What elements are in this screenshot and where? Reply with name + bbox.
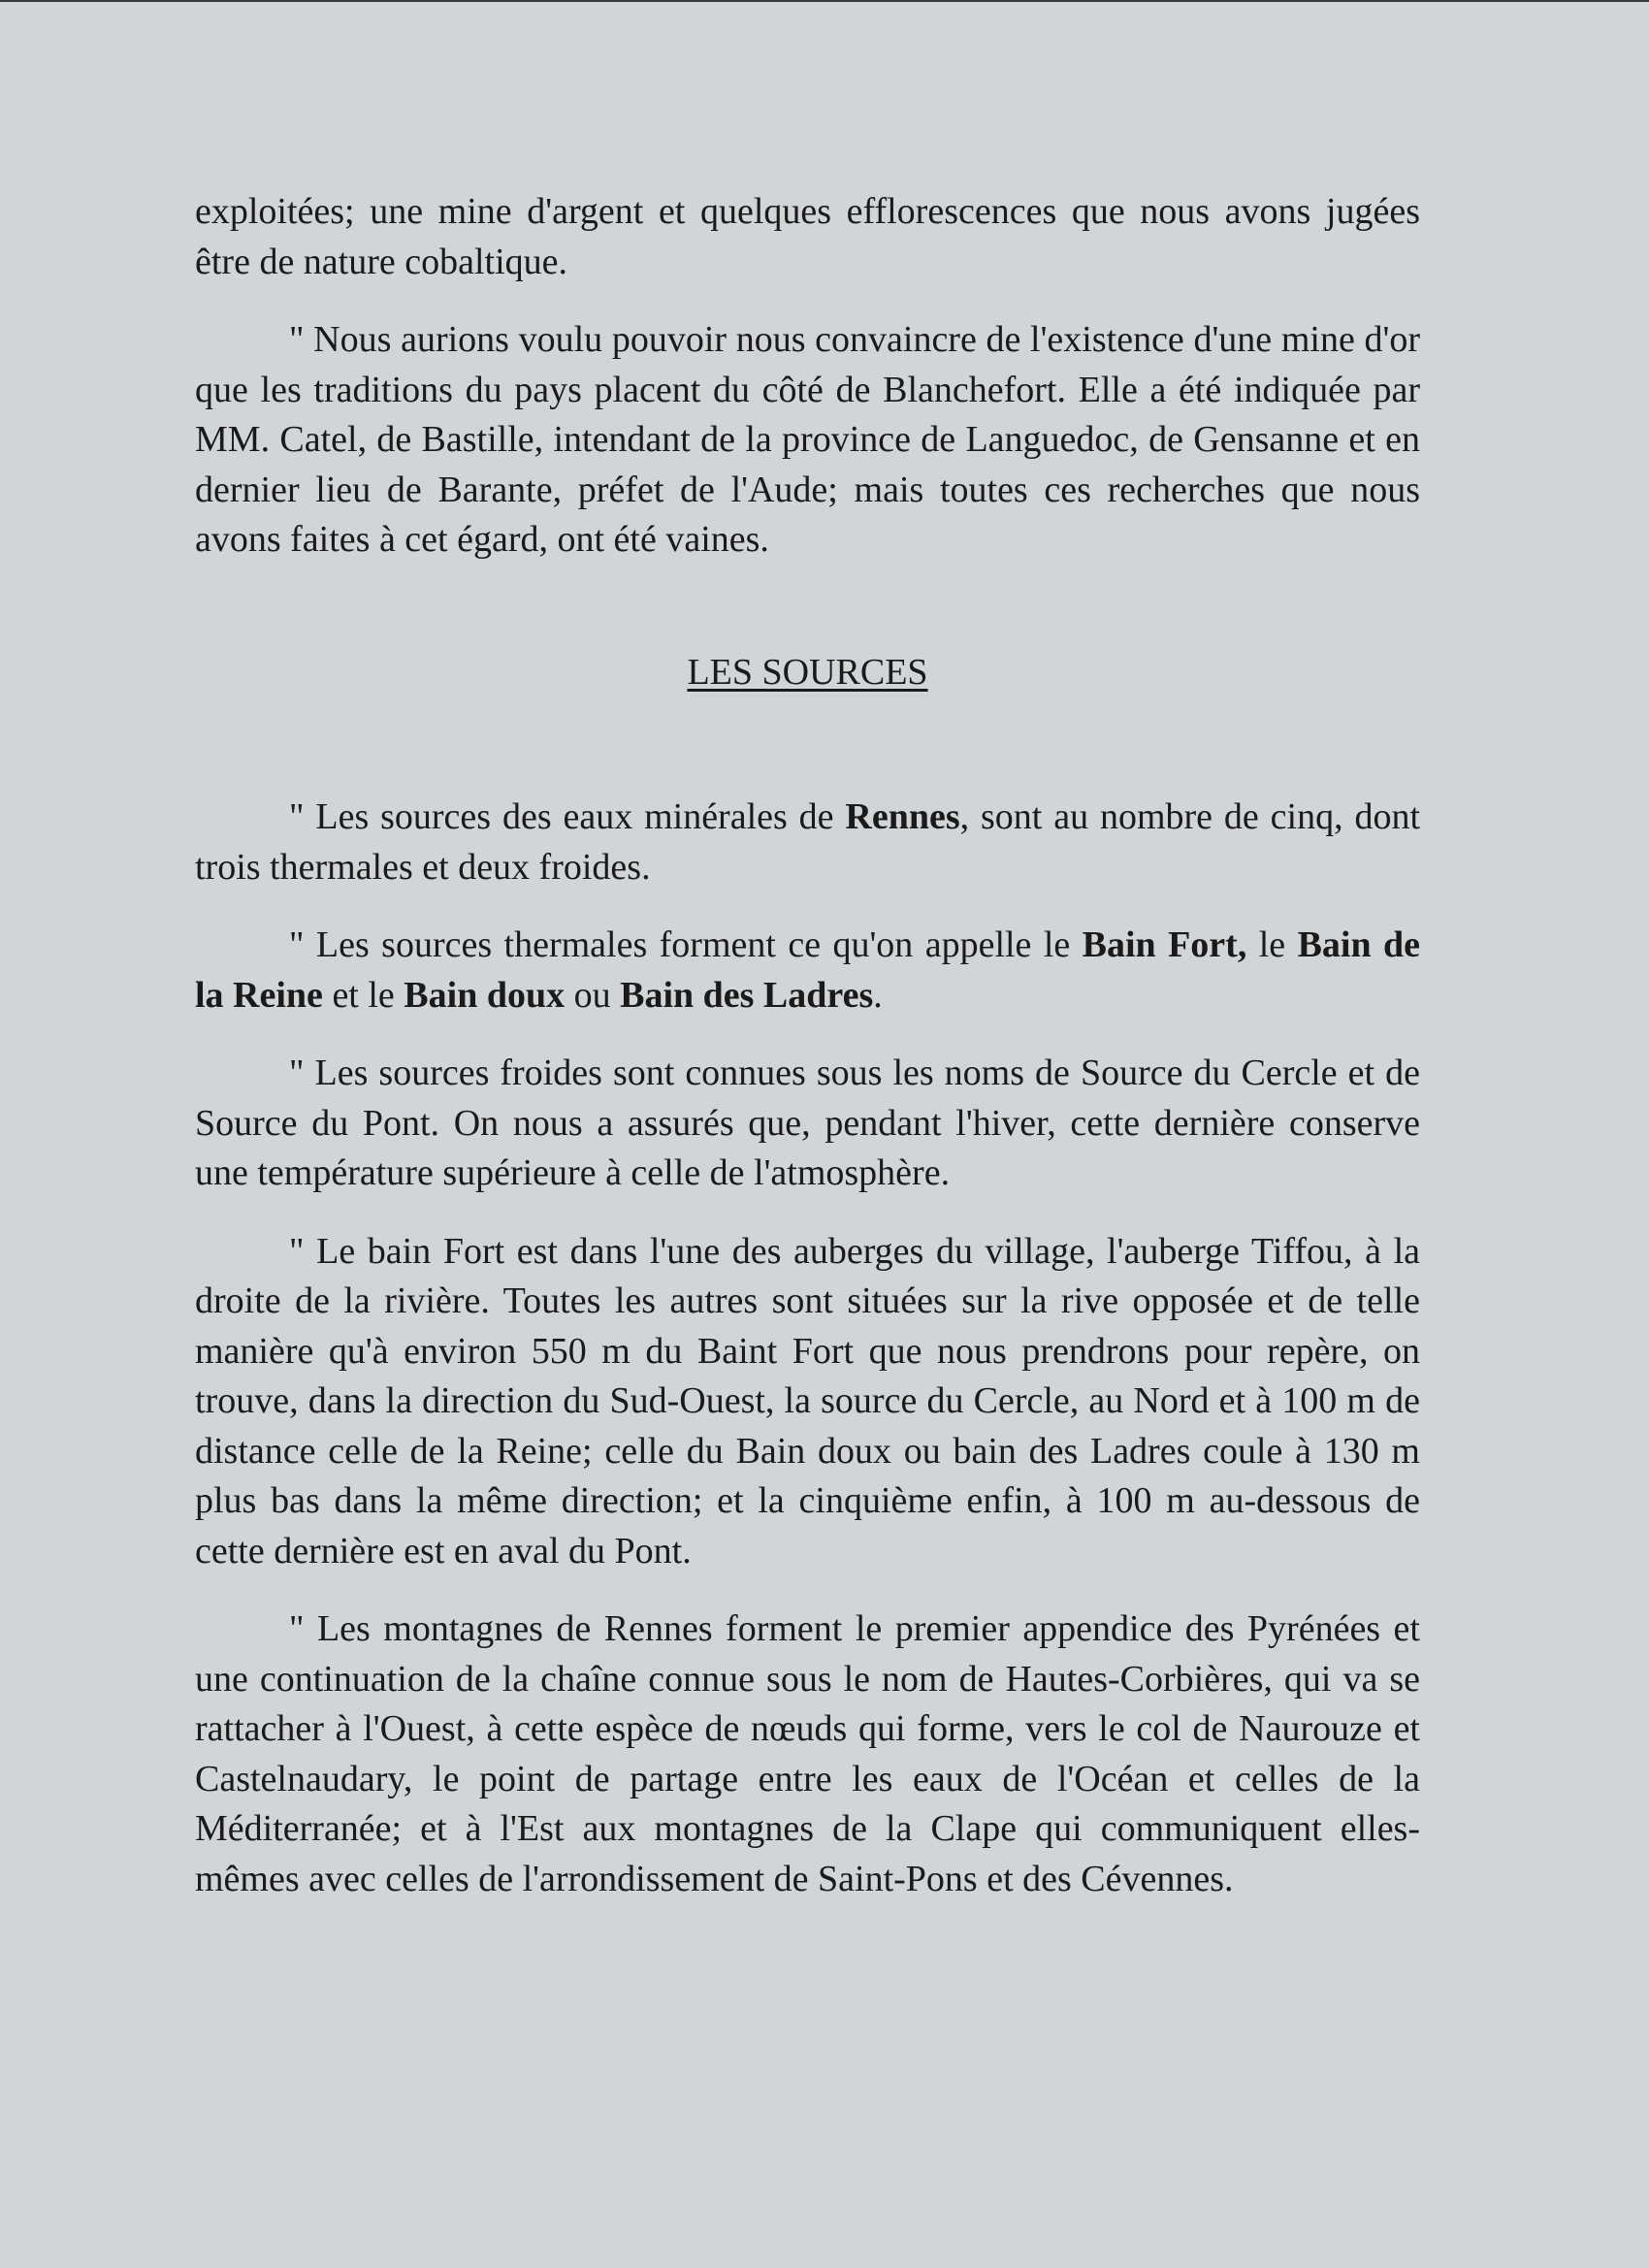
text-run: ou — [565, 974, 621, 1016]
text-run: . — [873, 974, 883, 1016]
bold-term-bain-doux: Bain doux — [404, 974, 566, 1016]
bold-term-rennes: Rennes — [845, 796, 960, 837]
paragraph-mines: exploitées; une mine d'argent et quelques efflorescences que nous avons jugées être de nature cobaltique. — [195, 191, 1420, 282]
text-run: et le — [322, 974, 404, 1016]
document-body — [195, 187, 1420, 1904]
paragraph-gold-mine: " Nous aurions voulu pouvoir nous convaincre de l'existence d'une mine d'or que les traditions du pays placent du côté de Blanchefort. Elle a été indiquée par MM. Catel, de Bastille, intendant de la province de Languedoc, de Gensanne et en dernier lieu de Barante, préfet de l'Aude; mais toutes ces recherches que nous avons faites à cet égard, ont été vaines. — [195, 319, 1420, 560]
text-run: , sont au nombre de cinq, dont trois thermales et deux froides. — [195, 796, 1420, 888]
paragraph-bain-fort-location: " Le bain Fort est dans l'une des auberges du village, l'auberge Tiffou, à la droite de la rivière. Toutes les autres sont situées sur la rive opposée et de telle manière qu'à environ 550 m du Baint Fort que nous prendrons pour repère, on trouve, dans la direction du Sud-Ouest, la source du Cercle, au Nord et à 100 m de distance celle de la Reine; celle du Bain doux ou bain des Ladres coule à 130 m plus bas dans la même direction; et la cinquième enfin, à 100 m au-dessous de cette dernière est en aval du Pont. — [195, 1230, 1420, 1571]
paragraph-mountains: " Les montagnes de Rennes forment le premier appendice des Pyrénées et une continuation de la chaîne connue sous le nom de Hautes-Corbières, qui va se rattacher à l'Ouest, à cette espèce de nœuds qui forme, vers le col de Naurouze et Castelnaudary, le point de partage entre les eaux de l'Océan et celles de la Méditerranée; et à l'Est aux montagnes de la Clape qui communiquent elles-mêmes avec celles de l'arrondissement de Saint-Pons et des Cévennes. — [195, 1608, 1420, 1899]
section-heading: LES SOURCES — [687, 651, 928, 693]
text-run: " Les sources thermales forment ce qu'on appelle le — [289, 924, 1083, 965]
paragraph-sources-count — [195, 793, 1420, 892]
bold-term-bain-ladres: Bain des Ladres — [620, 974, 874, 1016]
paragraph-cold-sources: " Les sources froides sont connues sous les noms de Source du Cercle et de Source du Pont. On nous a assurés que, pendant l'hiver, cette dernière conserve une température supérieure à celle de l'atmosphère. — [195, 1053, 1420, 1193]
text-run: " Les sources des eaux minérales de — [289, 796, 846, 837]
bold-term-bain-reine: Bain de la Reine — [195, 924, 1420, 1016]
bold-term-bain-fort: Bain Fort, — [1082, 924, 1247, 965]
paragraph-thermal-sources — [195, 921, 1420, 1021]
scan-top-edge — [0, 0, 1649, 2]
text-run: le — [1246, 924, 1298, 965]
